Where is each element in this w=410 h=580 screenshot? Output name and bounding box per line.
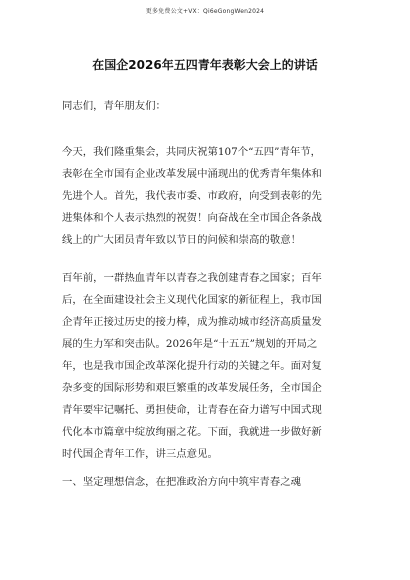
section-heading-line: 一、坚定理想信念，在把准政治方向中筑牢青春之魂 xyxy=(62,476,301,488)
section-1-heading xyxy=(62,471,352,493)
salutation xyxy=(62,95,352,117)
paragraph-line: 进集体和个人表示热烈的祝贺！向奋战在全市国企各条战 xyxy=(62,212,322,224)
paragraph-line: 线上的广大团员青年致以节日的问候和崇高的敬意！ xyxy=(62,234,301,246)
paragraph-line: 表彰在全市国有企业改革发展中涌现出的优秀青年集体和 xyxy=(62,168,322,180)
paragraph-line: 后，在全面建设社会主义现代化国家的新征程上，我市国 xyxy=(62,294,322,306)
paragraph-line: 展的生力军和突击队。2026年是“十五五”规划的开局之 xyxy=(62,338,318,350)
header-note: 更多免费公文+VX：Qi6eGongWen2024 xyxy=(145,8,265,15)
salutation-line: 同志们，青年朋友们： xyxy=(62,100,166,112)
paragraph-1 xyxy=(62,141,352,251)
paragraph-line: 百年前，一群热血青年以青春之我创建青春之国家；百年 xyxy=(62,272,322,284)
paragraph-line: 先进个人。首先，我代表市委、市政府，向受到表彰的先 xyxy=(62,190,322,202)
paragraph-line: 杂多变的国际形势和艰巨繁重的改革发展任务，全市国企 xyxy=(62,382,322,394)
paragraph-line: 青年要牢记嘱托、勇担使命，让青春在奋力谱写中国式现 xyxy=(62,404,322,416)
paragraph-line: 今天，我们隆重集会，共同庆祝第107个“五四”青年节， xyxy=(62,146,322,158)
paragraph-line: 年，也是我市国企改革深化提升行动的关键之年。面对复 xyxy=(62,360,322,372)
paragraph-line: 时代国企青年工作，讲三点意见。 xyxy=(62,448,218,460)
paragraph-line: 企青年正接过历史的接力棒，成为推动城市经济高质量发 xyxy=(62,316,322,328)
document-title: 在国企2026年五四青年表彰大会上的讲话 xyxy=(92,58,318,72)
paragraph-2 xyxy=(62,267,352,465)
paragraph-line: 代化本市篇章中绽放绚丽之花。下面，我就进一步做好新 xyxy=(62,426,322,438)
